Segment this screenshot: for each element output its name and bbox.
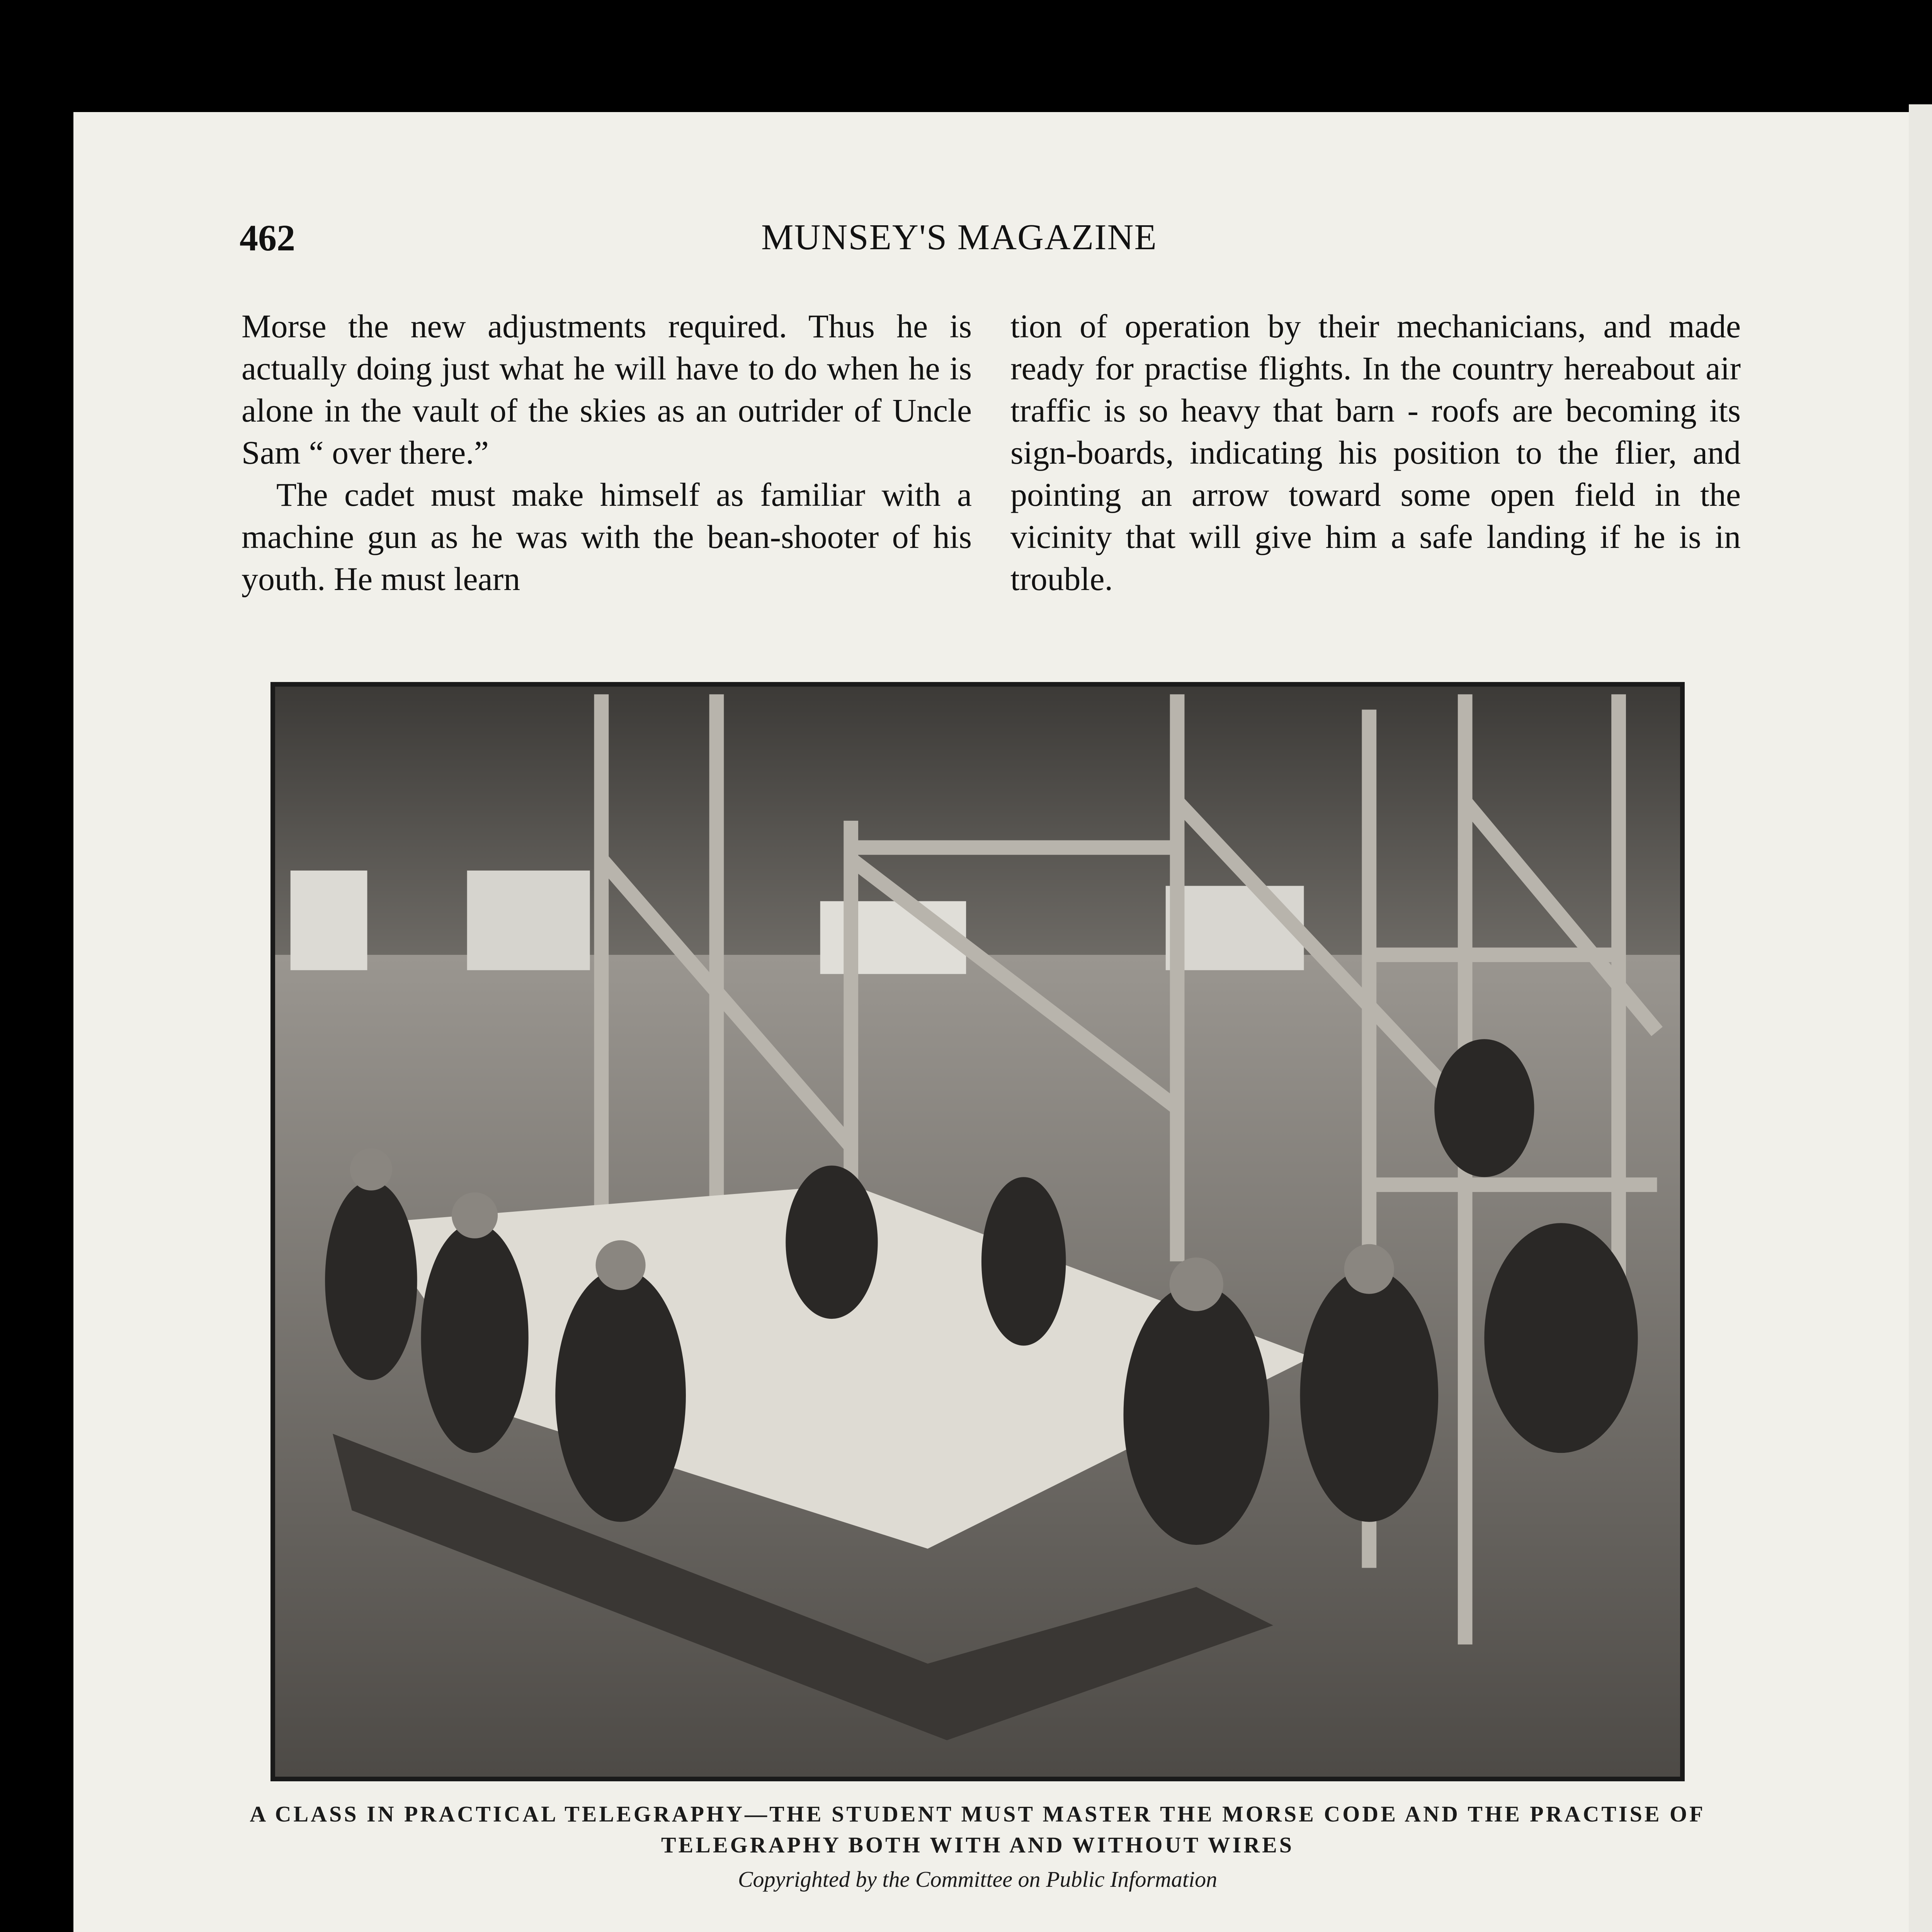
photo-caption: A CLASS IN PRACTICAL TELEGRAPHY—THE STUDENT MUST MASTER THE MORSE CODE AND THE PRACTISE OF TELEGRAPHY BOTH WITH AND WITHOUT WIRES [250,1801,1706,1857]
page-number: 462 [240,217,295,259]
facing-page-edge [1909,104,1932,1932]
paragraph: Morse the new adjustments required. Thus he is actually doing just what he will have to do when he is alone in the vault of the skies as an outrider of Uncle Sam “ over there.” [242,308,972,471]
running-title: MUNSEY'S MAGAZINE [761,217,1157,257]
paragraph: tion of operation by their mechanicians, and made ready for practise flights. In the country hereabout air traffic is so heavy that barn - roofs are becoming its sign-boards, indicating his position to the flier, and pointing an arrow toward some open field in the vicinity that will give him a safe landing if he is in trouble. [1010,308,1741,597]
photo-illustration [275,687,1680,1777]
page-header [240,216,1615,274]
top-left-column [242,305,972,600]
telegraphy-class-photo [270,682,1685,1781]
photo-credit: Copyrighted by the Committee on Public Information [738,1867,1218,1892]
paragraph: The cadet must make himself as familiar with a machine gun as he was with the bean-shooter of his youth. He must learn [242,476,972,597]
top-right-column [1010,305,1741,600]
